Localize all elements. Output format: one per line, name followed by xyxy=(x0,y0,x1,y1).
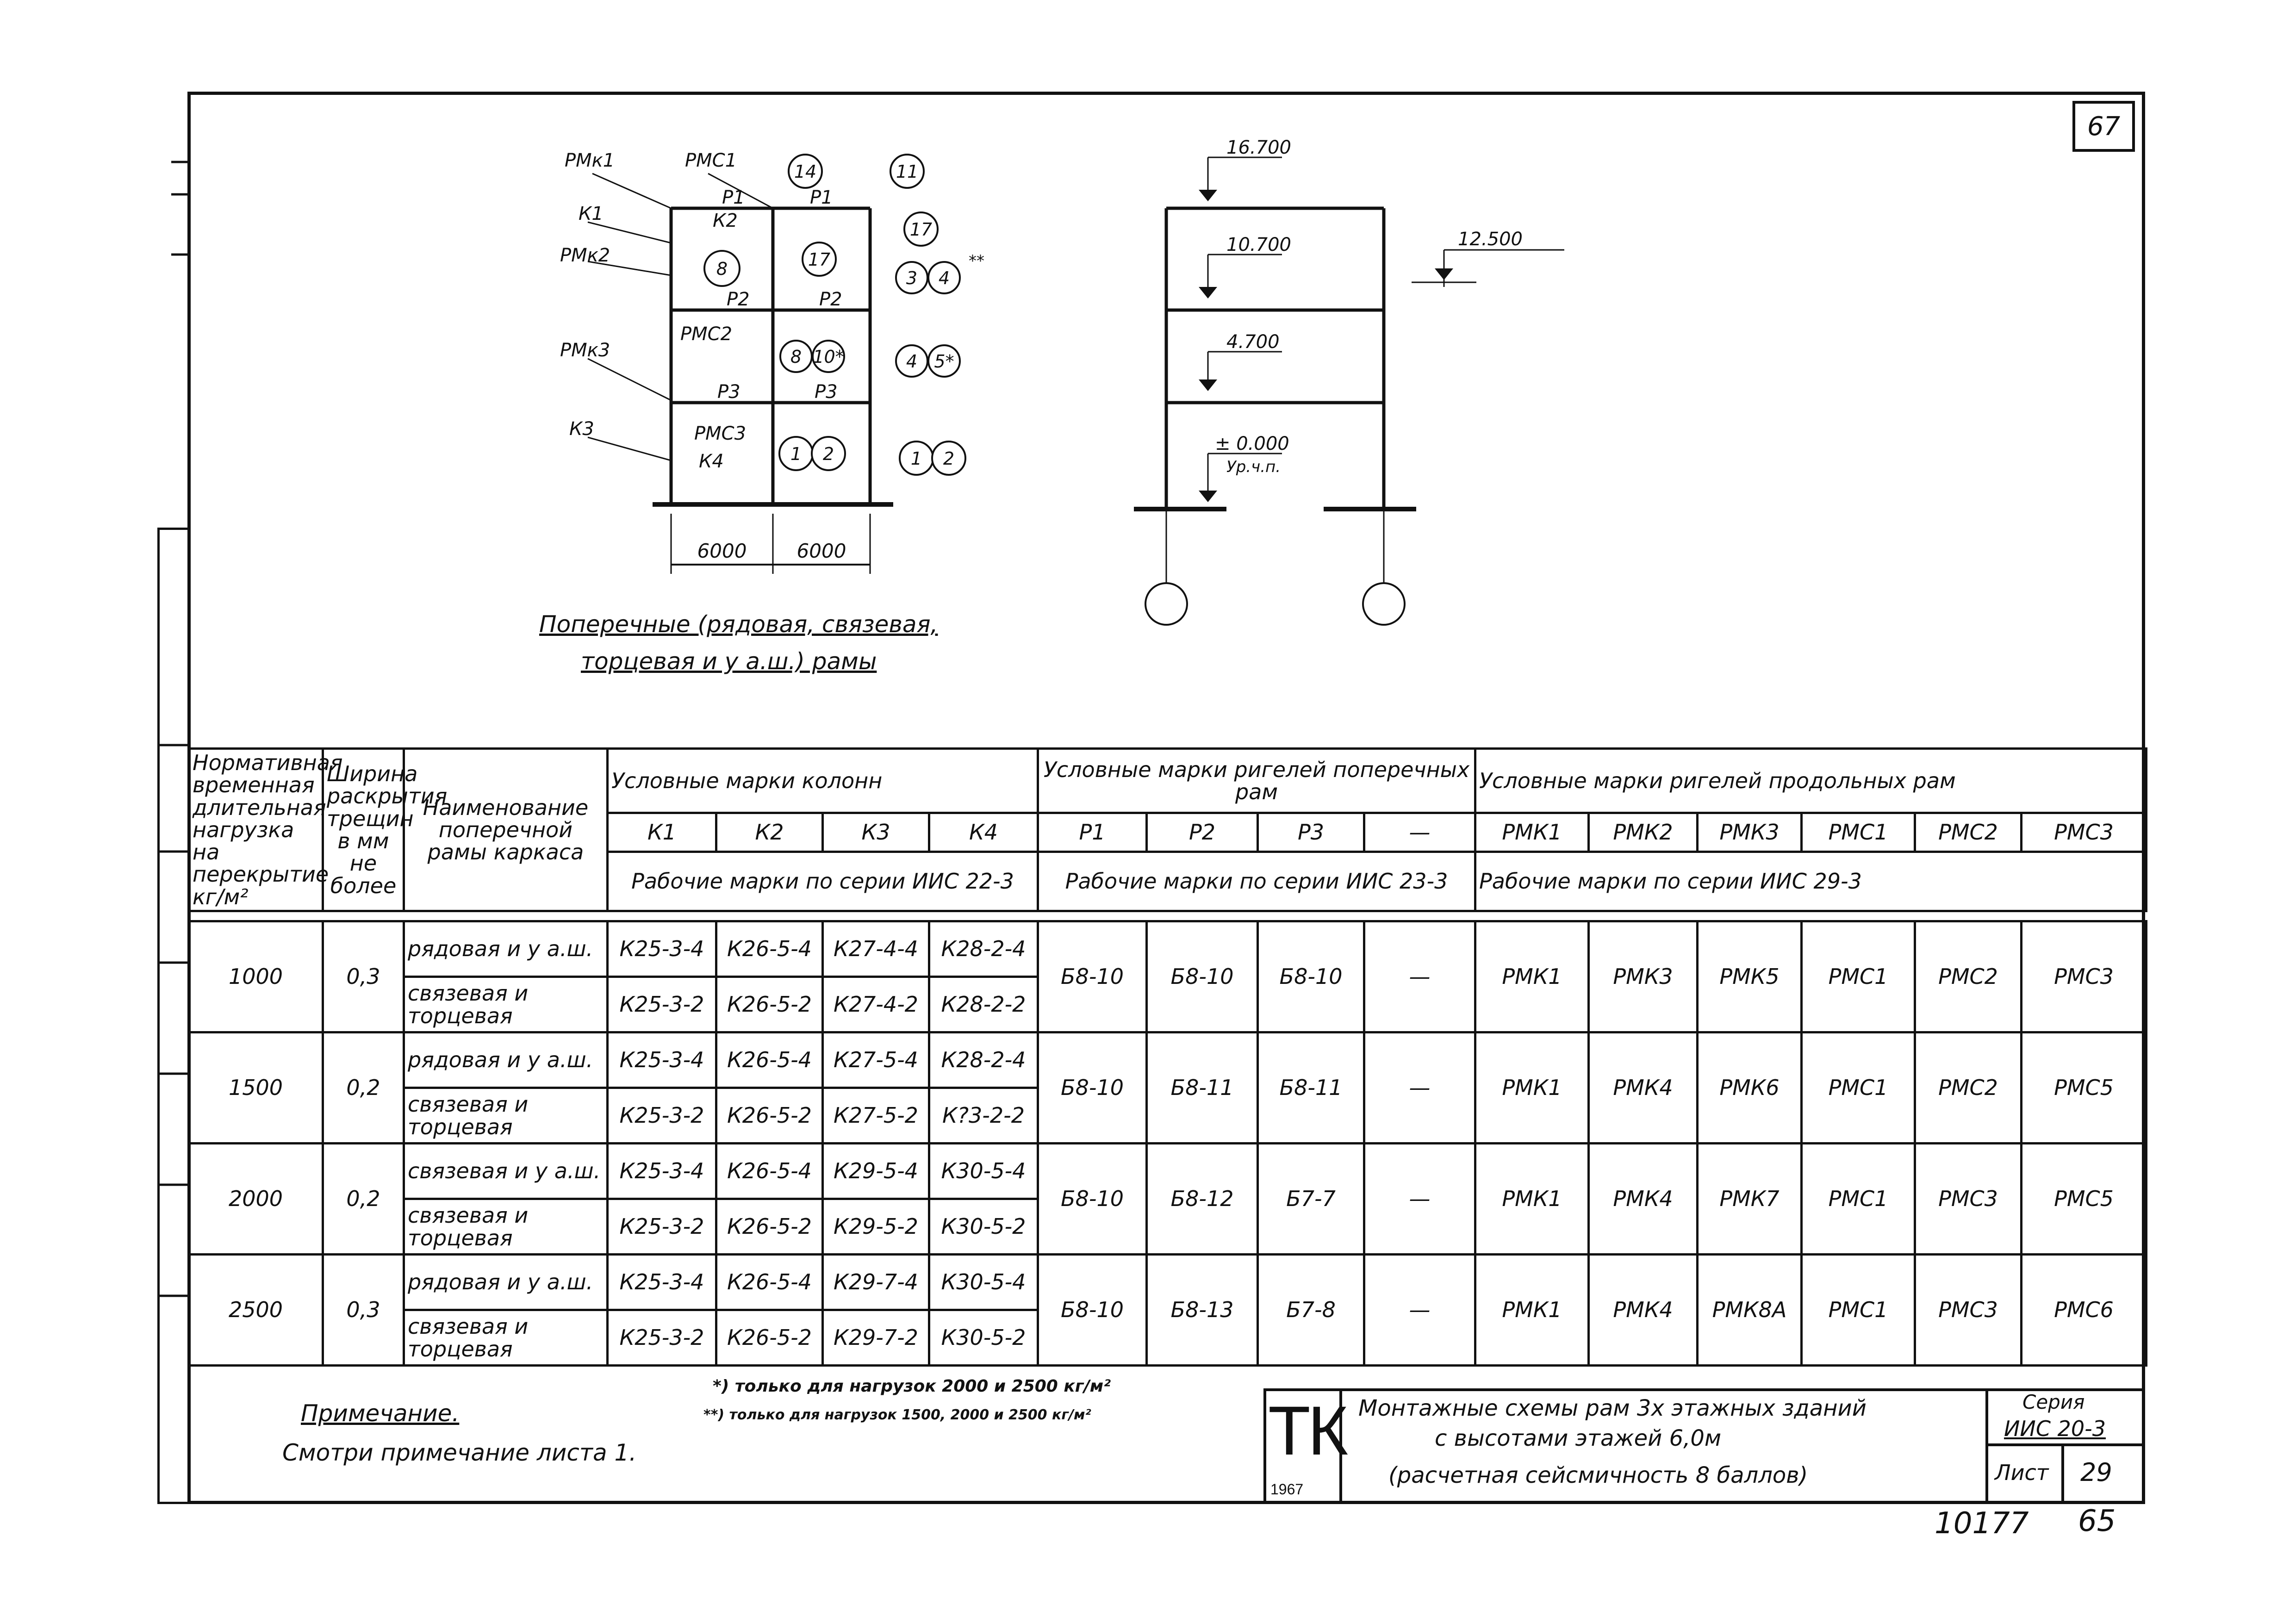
header-columns: Условные марки колонн xyxy=(608,749,1038,813)
column-mark-cell: К28-2-4 xyxy=(929,1032,1038,1088)
long-beam-cell: РМС2 xyxy=(1915,1032,2022,1144)
level-ground-label: Ур.ч.п. xyxy=(1226,458,1281,476)
column-mark-cell: К27-4-2 xyxy=(823,977,929,1032)
label-rmc2: РМС2 xyxy=(680,323,733,345)
double-star: ** xyxy=(969,252,984,270)
circle-5star: 5* xyxy=(934,351,954,372)
cross-mark-p1: Р1 xyxy=(1038,813,1147,852)
sheet-label: Лист xyxy=(1995,1460,2049,1485)
column-mark-cell: К25-3-4 xyxy=(608,1032,716,1088)
column-mark-cell: К26-5-4 xyxy=(716,1144,823,1199)
col-mark-k2: К2 xyxy=(716,813,823,852)
column-mark-cell: К25-3-2 xyxy=(608,1199,716,1255)
notes-text: Смотри примечание листа 1. xyxy=(282,1439,637,1466)
crack-cell: 0,2 xyxy=(323,1032,404,1144)
long-beam-cell: РМК4 xyxy=(1589,1144,1698,1255)
load-cell: 1500 xyxy=(189,1032,323,1144)
column-mark-cell: К30-5-2 xyxy=(929,1199,1038,1255)
diagram-caption-line1: Поперечные (рядовая, связевая, xyxy=(539,611,938,638)
work-marks-long: Рабочие марки по серии ИИС 29-3 xyxy=(1475,852,2147,911)
long-beam-cell: РМС1 xyxy=(1802,921,1915,1032)
long-beam-cell: РМС5 xyxy=(2022,1144,2147,1255)
frame-name-cell: связевая и торцевая xyxy=(404,1310,608,1366)
frame-name-cell: связевая и у а.ш. xyxy=(404,1144,608,1199)
frame-name-cell: связевая и торцевая xyxy=(404,1088,608,1144)
long-beam-cell: РМК6 xyxy=(1698,1032,1802,1144)
dim-6000-left: 6000 xyxy=(697,540,747,562)
tk-logo: ТК xyxy=(1268,1392,1346,1469)
sheet-value: 29 xyxy=(2080,1458,2112,1487)
column-mark-cell: К26-5-4 xyxy=(716,1032,823,1088)
long-beam-cell: РМК1 xyxy=(1475,1032,1589,1144)
cross-beam-cell: Б8-10 xyxy=(1258,921,1364,1032)
circle-2b: 2 xyxy=(943,448,955,469)
series-value: ИИС 20-3 xyxy=(2004,1416,2106,1441)
column-mark-cell: К25-3-4 xyxy=(608,1144,716,1199)
cross-beam-cell: Б8-11 xyxy=(1258,1032,1364,1144)
circle-4b: 4 xyxy=(906,351,918,372)
long-beam-cell: РМС1 xyxy=(1802,1255,1915,1366)
table-row xyxy=(189,1144,2147,1199)
load-cell: 1000 xyxy=(189,921,323,1032)
label-rmc1: РМС1 xyxy=(685,150,737,171)
level-10700: 10.700 xyxy=(1226,234,1291,255)
cross-beam-cell: Б8-10 xyxy=(1147,921,1258,1032)
load-cell: 2000 xyxy=(189,1144,323,1255)
label-rmc3: РМС3 xyxy=(694,423,747,444)
series-label: Серия xyxy=(2022,1391,2085,1413)
cross-beam-cell: — xyxy=(1364,1032,1475,1144)
long-beam-cell: РМК1 xyxy=(1475,1144,1589,1255)
column-mark-cell: К26-5-2 xyxy=(716,1310,823,1366)
cross-mark-p2: Р2 xyxy=(1147,813,1258,852)
long-beam-cell: РМК8А xyxy=(1698,1255,1802,1366)
column-mark-cell: К30-5-2 xyxy=(929,1310,1038,1366)
label-rmk2: РМк2 xyxy=(560,245,610,266)
circle-17b: 8 xyxy=(716,259,728,279)
frame-name-cell: рядовая и у а.ш. xyxy=(404,1255,608,1310)
sheet-corner-number: 67 xyxy=(2072,101,2135,152)
stamp-title-line2: с высотами этажей 6,0м xyxy=(1435,1425,1722,1451)
level-4700: 4.700 xyxy=(1226,331,1280,353)
frame-scheme-diagram xyxy=(532,134,1111,602)
long-beam-cell: РМС3 xyxy=(1915,1144,2022,1255)
cross-beam-cell: — xyxy=(1364,1144,1475,1255)
label-p2-right: Р2 xyxy=(819,289,842,310)
table-row xyxy=(189,1255,2147,1310)
notes-title: Примечание. xyxy=(301,1400,460,1427)
stamp-title-line1: Монтажные схемы рам 3х этажных зданий xyxy=(1358,1395,1867,1421)
label-k2: К2 xyxy=(713,210,738,231)
cross-beam-cell: — xyxy=(1364,921,1475,1032)
side-stamp-lines xyxy=(157,528,187,1504)
marks-table xyxy=(187,747,2147,1367)
long-beam-cell: РМС1 xyxy=(1802,1144,1915,1255)
stamp-year: 1967 xyxy=(1270,1481,1304,1498)
label-rmk3: РМк3 xyxy=(560,340,610,361)
label-p1-right: Р1 xyxy=(810,187,833,208)
circle-1: 1 xyxy=(790,444,802,464)
note-star2: **) только для нагрузок 1500, 2000 и 2500 кг/м² xyxy=(703,1407,1091,1423)
column-mark-cell: К27-5-4 xyxy=(823,1032,929,1088)
stamp-title-line3: (расчетная сейсмичность 8 баллов) xyxy=(1388,1462,1808,1488)
label-rmk1: РМк1 xyxy=(565,150,615,171)
long-beam-cell: РМК4 xyxy=(1589,1255,1698,1366)
column-mark-cell: К26-5-2 xyxy=(716,1088,823,1144)
column-mark-cell: К26-5-2 xyxy=(716,977,823,1032)
column-mark-cell: К29-5-2 xyxy=(823,1199,929,1255)
label-p2-left: Р2 xyxy=(727,289,750,310)
long-beam-cell: РМС3 xyxy=(2022,921,2147,1032)
cross-beam-cell: Б8-10 xyxy=(1038,921,1147,1032)
table-row xyxy=(189,1032,2147,1088)
circle-2: 2 xyxy=(822,444,834,464)
long-mark-rmk3: РМК3 xyxy=(1698,813,1802,852)
circle-8b: 8 xyxy=(790,347,802,367)
cross-beam-cell: Б8-11 xyxy=(1147,1032,1258,1144)
cross-beam-cell: Б8-10 xyxy=(1038,1255,1147,1366)
frame-name-cell: связевая и торцевая xyxy=(404,977,608,1032)
note-star1: *) только для нагрузок 2000 и 2500 кг/м² xyxy=(713,1377,1111,1396)
column-mark-cell: К30-5-4 xyxy=(929,1255,1038,1310)
column-mark-cell: К25-3-4 xyxy=(608,921,716,977)
crack-cell: 0,2 xyxy=(323,1144,404,1255)
cross-beam-cell: Б7-7 xyxy=(1258,1144,1364,1255)
frame-name-cell: рядовая и у а.ш. xyxy=(404,1032,608,1088)
column-mark-cell: К29-7-4 xyxy=(823,1255,929,1310)
crack-cell: 0,3 xyxy=(323,1255,404,1366)
cross-mark-p3: Р3 xyxy=(1258,813,1364,852)
long-mark-rmc3: РМС3 xyxy=(2022,813,2147,852)
crack-cell: 0,3 xyxy=(323,921,404,1032)
label-k1: К1 xyxy=(579,203,604,224)
long-mark-rmc2: РМС2 xyxy=(1915,813,2022,852)
cross-beam-cell: Б8-12 xyxy=(1147,1144,1258,1255)
column-mark-cell: К28-2-2 xyxy=(929,977,1038,1032)
column-mark-cell: К26-5-4 xyxy=(716,921,823,977)
cross-beam-cell: Б8-13 xyxy=(1147,1255,1258,1366)
dim-6000-right: 6000 xyxy=(796,540,846,562)
level-0000: ± 0.000 xyxy=(1215,433,1289,454)
col-mark-k1: К1 xyxy=(608,813,716,852)
inventory-number: 10177 xyxy=(1935,1506,2029,1541)
frame-name-cell: рядовая и у а.ш. xyxy=(404,921,608,977)
long-beam-cell: РМК4 xyxy=(1589,1032,1698,1144)
long-mark-rmk1: РМК1 xyxy=(1475,813,1589,852)
cross-beam-cell: Б8-10 xyxy=(1038,1144,1147,1255)
long-beam-cell: РМС5 xyxy=(2022,1032,2147,1144)
work-marks-cross: Рабочие марки по серии ИИС 23-3 xyxy=(1038,852,1475,911)
label-k4: К4 xyxy=(699,451,724,472)
circle-3: 3 xyxy=(906,268,918,288)
label-p3-left: Р3 xyxy=(717,381,740,403)
elevation-diagram xyxy=(1088,139,1597,648)
label-k3: К3 xyxy=(569,418,594,440)
column-mark-cell: К29-5-4 xyxy=(823,1144,929,1199)
column-mark-cell: К30-5-4 xyxy=(929,1144,1038,1199)
diagram-caption-line2: торцевая и у а.ш.) рамы xyxy=(581,648,877,675)
work-marks-columns: Рабочие марки по серии ИИС 22-3 xyxy=(608,852,1038,911)
column-mark-cell: К28-2-4 xyxy=(929,921,1038,977)
column-mark-cell: К25-3-2 xyxy=(608,1088,716,1144)
table-row xyxy=(189,921,2147,977)
column-mark-cell: К?3-2-2 xyxy=(929,1088,1038,1144)
circle-11: 11 xyxy=(896,162,919,182)
frame-ticks xyxy=(171,153,190,273)
frame-name-cell: связевая и торцевая xyxy=(404,1199,608,1255)
long-beam-cell: РМК3 xyxy=(1589,921,1698,1032)
label-p1-left: Р1 xyxy=(722,187,745,208)
page-number: 65 xyxy=(2078,1504,2116,1538)
long-beam-cell: РМК1 xyxy=(1475,921,1589,1032)
circle-10star: 10* xyxy=(813,347,844,367)
column-mark-cell: К26-5-2 xyxy=(716,1199,823,1255)
long-beam-cell: РМК1 xyxy=(1475,1255,1589,1366)
long-mark-rmc1: РМС1 xyxy=(1802,813,1915,852)
circle-14: 14 xyxy=(794,162,817,182)
long-beam-cell: РМС3 xyxy=(1915,1255,2022,1366)
column-mark-cell: К25-3-4 xyxy=(608,1255,716,1310)
header-cross: Условные марки ригелей поперечных рам xyxy=(1038,749,1475,813)
long-beam-cell: РМС1 xyxy=(1802,1032,1915,1144)
long-beam-cell: РМК5 xyxy=(1698,921,1802,1032)
column-mark-cell: К27-4-4 xyxy=(823,921,929,977)
level-16700: 16.700 xyxy=(1226,137,1291,158)
circle-17: 17 xyxy=(909,219,933,240)
long-beam-cell: РМС6 xyxy=(2022,1255,2147,1366)
circle-8: 17 xyxy=(808,249,831,270)
long-beam-cell: РМК7 xyxy=(1698,1144,1802,1255)
header-name: Наименование поперечной рамы каркаса xyxy=(404,749,608,911)
long-mark-rmk2: РМК2 xyxy=(1589,813,1698,852)
load-cell: 2500 xyxy=(189,1255,323,1366)
long-beam-cell: РМС2 xyxy=(1915,921,2022,1032)
cross-beam-cell: Б7-8 xyxy=(1258,1255,1364,1366)
header-long: Условные марки ригелей продольных рам xyxy=(1475,749,2147,813)
circle-4: 4 xyxy=(938,268,950,288)
cross-beam-cell: — xyxy=(1364,1255,1475,1366)
circle-1b: 1 xyxy=(910,448,922,469)
column-mark-cell: К25-3-2 xyxy=(608,1310,716,1366)
col-mark-k3: К3 xyxy=(823,813,929,852)
header-crack: Ширина раскрытия трещин в мм не более xyxy=(323,749,404,911)
label-p3-right: Р3 xyxy=(815,381,838,403)
column-mark-cell: К27-5-2 xyxy=(823,1088,929,1144)
cross-mark-dash: — xyxy=(1364,813,1475,852)
cross-beam-cell: Б8-10 xyxy=(1038,1032,1147,1144)
column-mark-cell: К26-5-4 xyxy=(716,1255,823,1310)
col-mark-k4: К4 xyxy=(929,813,1038,852)
column-mark-cell: К29-7-2 xyxy=(823,1310,929,1366)
level-12500: 12.500 xyxy=(1458,229,1523,250)
header-load: Нормативная временная длительная нагрузка на перекрытие кг/м² xyxy=(189,749,323,911)
column-mark-cell: К25-3-2 xyxy=(608,977,716,1032)
